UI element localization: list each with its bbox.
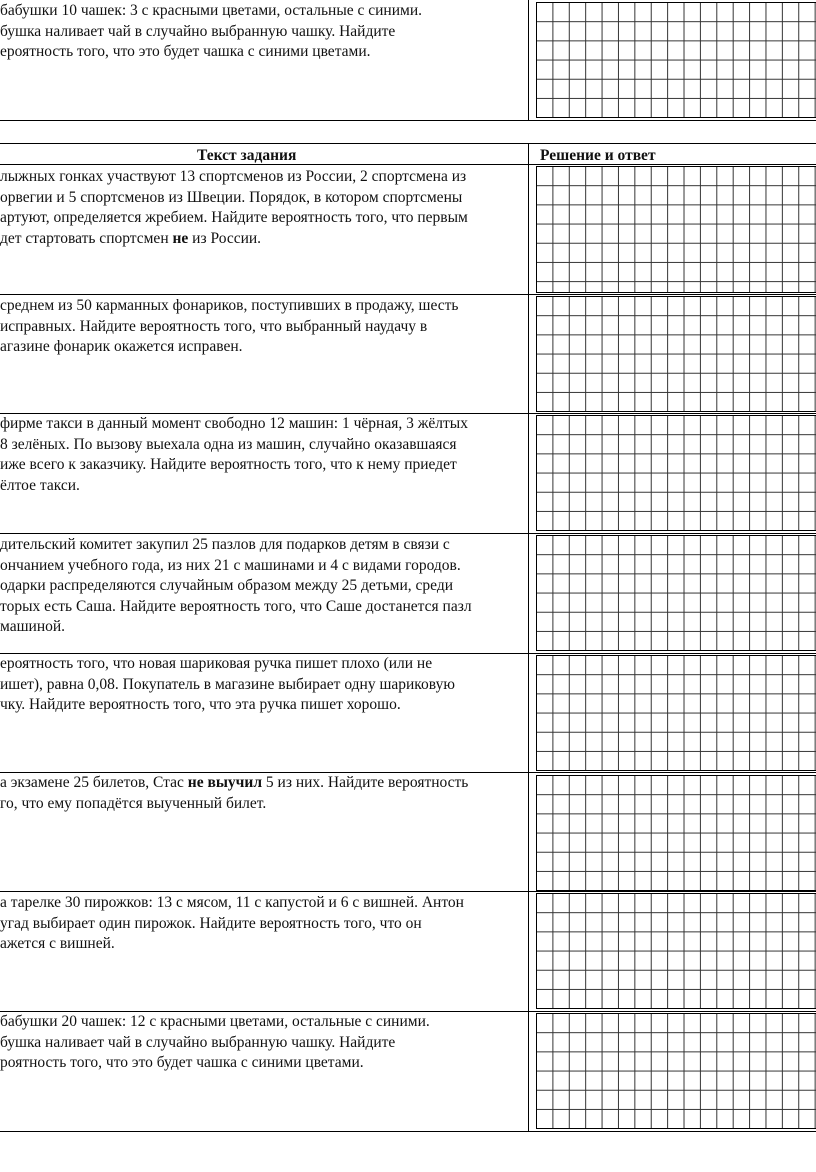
- table-border: [0, 164, 816, 165]
- header-solution: Решение и ответ: [540, 147, 656, 164]
- row-divider: [0, 891, 816, 892]
- row-divider: [0, 533, 816, 534]
- task-text: бабушки 10 чашек: 3 с красными цветами, остальные с синими. бушка наливает чай в случайно выбранную чашку. Найдите ероятность того, что это будет чашка с синими цветами.: [0, 2, 422, 60]
- row-divider: [0, 294, 816, 295]
- column-divider: [528, 0, 529, 120]
- task-text: а тарелке 30 пирожков: 13 с мясом, 11 с капустой и 6 с вишней. Антон угад выбирает один пирожок. Найдите вероятность того, что он ажется с вишней.: [0, 894, 464, 952]
- task-text: дительский комитет закупил 25 пазлов для подарков детям в связи с ончанием учебного года, из них 21 с машинами и 4 с видами городов. одарки распределяются случайным образом между 25 детьми, среди торых есть Саша. Найдите вероятность того, что Саше достанется пазл машиной.: [0, 536, 472, 635]
- task-text: а экзамене 25 билетов, Стас не выучил 5 из них. Найдите вероятность го, что ему попадётся выученный билет.: [0, 774, 469, 812]
- header-task-text: Текст задания: [197, 147, 297, 164]
- table-border: [0, 120, 816, 121]
- task-text: бабушки 20 чашек: 12 с красными цветами, остальные с синими. бушка наливает чай в случайно выбранную чашку. Найдите роятность того, что это будет чашка с синими цветами.: [0, 1013, 430, 1071]
- answer-grid[interactable]: [536, 415, 816, 531]
- column-divider: [528, 143, 529, 1132]
- task-text: среднем из 50 карманных фонариков, поступивших в продажу, шесть исправных. Найдите вероятность того, что выбранный наудачу в агазине фонарик окажется исправен.: [0, 297, 459, 355]
- table-border: [0, 1131, 816, 1132]
- table-border: [0, 143, 816, 144]
- answer-grid[interactable]: [536, 1013, 816, 1129]
- answer-grid[interactable]: [536, 655, 816, 771]
- answer-grid[interactable]: [536, 535, 816, 651]
- answer-grid[interactable]: [536, 775, 816, 891]
- answer-grid[interactable]: [536, 893, 816, 1009]
- answer-grid[interactable]: [536, 2, 816, 118]
- answer-grid[interactable]: [536, 296, 816, 412]
- answer-grid[interactable]: [536, 166, 816, 293]
- task-text: ероятность того, что новая шариковая ручка пишет плохо (или не ишет), равна 0,08. Покупатель в магазине выбирает одну шариковую чку. Найдите вероятность того, что эта ручка пишет хорошо.: [0, 655, 455, 713]
- task-text: лыжных гонках участвуют 13 спортсменов из России, 2 спортсмена из орвегии и 5 спортсменов из Швеции. Порядок, в котором спортсмены артуют, определяется жребием. Найдите вероятность того, что первым дет стартовать спортсмен не из России.: [0, 168, 468, 247]
- task-text: фирме такси в данный момент свободно 12 машин: 1 чёрная, 3 жёлтых 8 зелёных. По вызову выехала одна из машин, случайно оказавшаяся иже всего к заказчику. Найдите вероятность того, что к нему приедет ёлтое такси.: [0, 415, 468, 494]
